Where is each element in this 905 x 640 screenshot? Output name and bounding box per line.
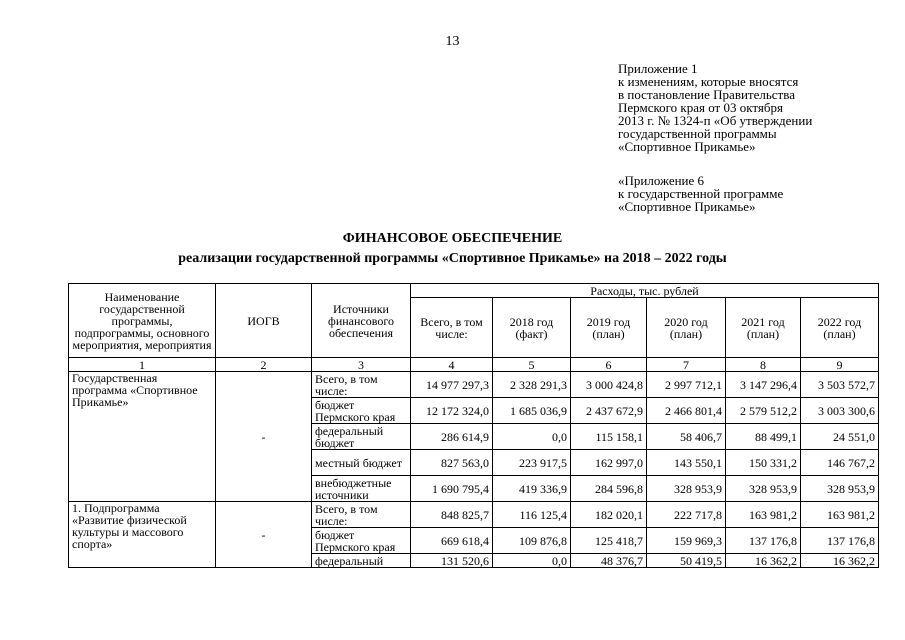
value-2019: 125 418,7 [571, 528, 647, 554]
header-expenses: Расходы, тыс. рублей [411, 284, 879, 298]
column-numbers-row [69, 358, 879, 372]
value-2022: 137 176,8 [801, 528, 879, 554]
value-2022: 163 981,2 [801, 502, 879, 528]
value-2020: 328 953,9 [647, 476, 726, 502]
value-2021: 163 981,2 [726, 502, 801, 528]
table-row [69, 502, 879, 528]
column-number: 6 [571, 358, 647, 372]
source-cell: Всего, в том числе: [312, 502, 411, 528]
value-2021: 3 147 296,4 [726, 372, 801, 398]
source-cell: федеральный бюджет [312, 424, 411, 450]
source-cell: федеральный [312, 554, 411, 568]
document-subtitle: реализации государственной программы «Спортивное Прикамье» на 2018 – 2022 годы [178, 251, 727, 266]
value-2022: 3 003 300,6 [801, 398, 879, 424]
annex-6-line: к государственной программе [618, 186, 784, 201]
value-2020: 2 466 801,4 [647, 398, 726, 424]
source-cell: бюджет Пермского края [312, 528, 411, 554]
value-2021: 88 499,1 [726, 424, 801, 450]
value-2021: 137 176,8 [726, 528, 801, 554]
subprogram-name: 1. Подпрограмма «Развитие физической культуры и массового спорта» [69, 502, 216, 568]
value-total: 12 172 324,0 [411, 398, 493, 424]
header-name: Наименование государственной программы, подпрограммы, основного мероприятия, мероприятия [69, 284, 216, 358]
annex-1-header [618, 62, 812, 153]
value-2019: 182 020,1 [571, 502, 647, 528]
value-2021: 150 331,2 [726, 450, 801, 476]
annex-1-line: 2013 г. № 1324-п «Об утверждении [618, 113, 813, 128]
value-total: 131 520,6 [411, 554, 493, 568]
annex-6-line: «Приложение 6 [618, 173, 705, 188]
column-number: 5 [493, 358, 571, 372]
value-2019: 48 376,7 [571, 554, 647, 568]
value-2020: 143 550,1 [647, 450, 726, 476]
source-cell: внебюджетные источники [312, 476, 411, 502]
annex-6-line: «Спортивное Прикамье» [618, 199, 756, 214]
annex-1-line: Пермского края от 03 октября [618, 100, 783, 115]
header-2019: 2019 год (план) [571, 298, 647, 358]
value-2022: 24 551,0 [801, 424, 879, 450]
column-number: 8 [726, 358, 801, 372]
header-2021: 2021 год (план) [726, 298, 801, 358]
value-total: 848 825,7 [411, 502, 493, 528]
header-2018: 2018 год (факт) [493, 298, 571, 358]
value-total: 1 690 795,4 [411, 476, 493, 502]
value-2018: 109 876,8 [493, 528, 571, 554]
value-total: 827 563,0 [411, 450, 493, 476]
value-2021: 2 579 512,2 [726, 398, 801, 424]
value-2021: 328 953,9 [726, 476, 801, 502]
value-2022: 16 362,2 [801, 554, 879, 568]
value-2022: 146 767,2 [801, 450, 879, 476]
financing-table [68, 283, 879, 568]
value-total: 286 614,9 [411, 424, 493, 450]
source-cell: Всего, в том числе: [312, 372, 411, 398]
source-cell: местный бюджет [312, 450, 411, 476]
table-row [69, 372, 879, 398]
value-2019: 162 997,0 [571, 450, 647, 476]
program-name: Государственная программа «Спортивное Прикамье» [69, 372, 216, 502]
page-number: 13 [445, 34, 460, 49]
annex-1-line: «Спортивное Прикамье» [618, 139, 756, 154]
value-2018: 419 336,9 [493, 476, 571, 502]
value-total: 669 618,4 [411, 528, 493, 554]
annex-1-line: государственной программы [618, 126, 777, 141]
program-iogv: - [216, 372, 312, 502]
value-2019: 2 437 672,9 [571, 398, 647, 424]
column-number: 7 [647, 358, 726, 372]
header-source: Источники финансового обеспечения [312, 284, 411, 358]
source-cell: бюджет Пермского края [312, 398, 411, 424]
value-2019: 3 000 424,8 [571, 372, 647, 398]
value-2018: 116 125,4 [493, 502, 571, 528]
value-2018: 2 328 291,3 [493, 372, 571, 398]
value-2018: 223 917,5 [493, 450, 571, 476]
annex-6-header [618, 174, 783, 213]
value-2018: 1 685 036,9 [493, 398, 571, 424]
value-2020: 222 717,8 [647, 502, 726, 528]
header-total: Всего, в том числе: [411, 298, 493, 358]
header-2022: 2022 год (план) [801, 298, 879, 358]
document-title: ФИНАНСОВОЕ ОБЕСПЕЧЕНИЕ [342, 231, 563, 246]
annex-1-line: Приложение 1 [618, 61, 698, 76]
value-2020: 159 969,3 [647, 528, 726, 554]
column-number: 4 [411, 358, 493, 372]
value-2022: 328 953,9 [801, 476, 879, 502]
annex-1-line: в постановление Правительства [618, 87, 795, 102]
value-2021: 16 362,2 [726, 554, 801, 568]
annex-1-line: к изменениям, которые вносятся [618, 74, 799, 89]
column-number: 2 [216, 358, 312, 372]
value-2018: 0,0 [493, 424, 571, 450]
value-total: 14 977 297,3 [411, 372, 493, 398]
value-2020: 58 406,7 [647, 424, 726, 450]
column-number: 3 [312, 358, 411, 372]
value-2019: 284 596,8 [571, 476, 647, 502]
subprogram-iogv: - [216, 502, 312, 568]
header-2020: 2020 год (план) [647, 298, 726, 358]
column-number: 9 [801, 358, 879, 372]
value-2022: 3 503 572,7 [801, 372, 879, 398]
value-2020: 50 419,5 [647, 554, 726, 568]
value-2020: 2 997 712,1 [647, 372, 726, 398]
header-iogv: ИОГВ [216, 284, 312, 358]
column-number: 1 [69, 358, 216, 372]
value-2018: 0,0 [493, 554, 571, 568]
value-2019: 115 158,1 [571, 424, 647, 450]
